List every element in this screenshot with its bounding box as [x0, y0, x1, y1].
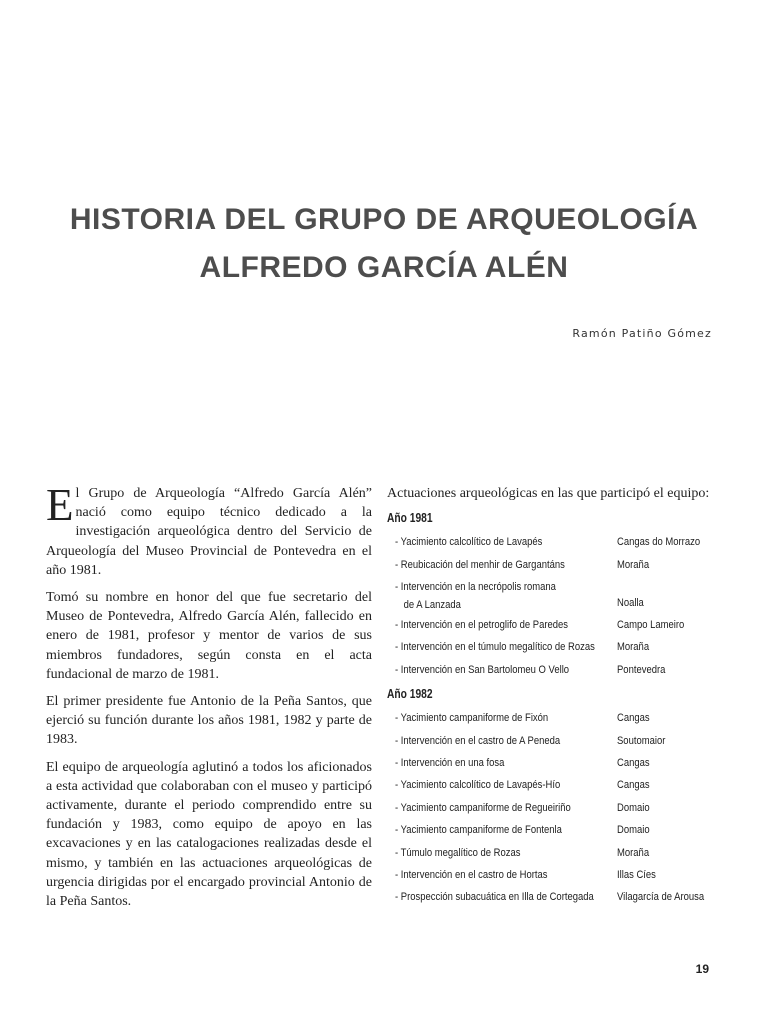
activity-name: - Yacimiento campaniforme de Regueiriño — [395, 801, 571, 814]
author-name: Ramón Patiño Gómez — [572, 327, 712, 340]
activity-name: - Yacimiento calcolítico de Lavapés — [395, 536, 543, 549]
page-number: 19 — [695, 962, 709, 976]
activity-place: Cangas do Morrazo — [617, 536, 701, 549]
activity-name: - Túmulo megalítico de Rozas — [395, 846, 521, 859]
activity-name: - Prospección subacuática en Illa de Cortegada — [395, 891, 594, 904]
activity-place: Illas Cíes — [617, 869, 656, 882]
activity-place: Soutomaior — [617, 734, 666, 747]
actuaciones-list — [387, 484, 715, 909]
paragraph-3: El primer presidente fue Antonio de la Peña Santos, que ejerció su función durante los años 1981, 1982 y parte de 1983. — [46, 694, 372, 748]
list-item — [387, 707, 715, 729]
activity-name: - Yacimiento campaniforme de Fontenla — [395, 824, 562, 837]
year-heading-1981: Año 1981 — [387, 511, 433, 526]
list-item — [387, 614, 715, 636]
title-line-2: ALFREDO GARCÍA ALÉN — [199, 251, 569, 284]
activity-place: Moraña — [617, 846, 650, 859]
activity-place: Noalla — [617, 596, 644, 609]
list-item — [387, 576, 715, 614]
paragraph-1 — [46, 480, 372, 580]
paragraph-4: El equipo de arqueología aglutinó a todos los aficionados a esta actividad que colaboraban con el museo y participó activamente, durante el periodo comprendido entre su fundación y 1983, como equipo de apoyo en las excavaciones y en las catalogaciones realizadas desde el mismo, y también en las actuaciones arqueológicas de urgencia dirigidas por el encargado provincial Antonio de la Peña Santos. — [46, 759, 372, 910]
activity-place: Pontevedra — [617, 663, 666, 676]
article-title — [40, 196, 728, 292]
list-item — [387, 864, 715, 886]
drop-cap: E — [46, 480, 74, 530]
list-item — [387, 752, 715, 774]
activity-name: - Intervención en el túmulo megalítico de Rozas — [395, 641, 595, 654]
paragraph-1-text: l Grupo de Arqueología “Alfredo García Alén” nació como equipo técnico dedicado a la investigación arqueológica dentro del Servicio de Arqueología del Museo Provincial de Pontevedra en el año 1981. — [46, 486, 372, 578]
list-item — [387, 774, 715, 796]
list-item — [387, 842, 715, 864]
activity-place: Moraña — [617, 558, 650, 571]
activity-place: Campo Lameiro — [617, 619, 685, 632]
paragraph-2: Tomó su nombre en honor del que fue secretario del Museo de Pontevedra, Alfredo García Alén, fallecido en enero de 1981, profesor y mentor de varios de sus miembros fundadores, según consta en el acta fundacional de marzo de 1981. — [46, 590, 372, 682]
activity-place: Cangas — [617, 757, 650, 770]
activity-name: - Intervención en el castro de A Peneda — [395, 734, 561, 747]
activity-place: Domaio — [617, 824, 650, 837]
activity-place: Moraña — [617, 641, 650, 654]
activity-name: - Intervención en el petroglifo de Paredes — [395, 619, 569, 632]
list-item — [387, 797, 715, 819]
list-item — [387, 886, 715, 908]
activity-name: - Intervención en la necrópolis romana — [395, 581, 556, 594]
activity-name: - Intervención en una fosa — [395, 757, 505, 770]
body-text — [46, 480, 372, 919]
activity-name: - Reubicación del menhir de Gargantáns — [395, 558, 565, 571]
list-item — [387, 636, 715, 658]
activity-name: - Intervención en San Bartolomeu O Vello — [395, 663, 570, 676]
activity-place: Domaio — [617, 801, 650, 814]
activity-place: Cangas — [617, 779, 650, 792]
actuaciones-intro: Actuaciones arqueológicas en las que participó el equipo: — [387, 486, 710, 501]
activity-place: Cangas — [617, 712, 650, 725]
activity-place: Vilagarcía de Arousa — [617, 891, 705, 904]
list-item — [387, 819, 715, 841]
activity-name: - Intervención en el castro de Hortas — [395, 869, 548, 882]
activity-name-cont: de A Lanzada — [403, 599, 461, 612]
list-item — [387, 554, 715, 576]
list-item — [387, 659, 715, 681]
activity-name: - Yacimiento campaniforme de Fixón — [395, 712, 549, 725]
activity-name: - Yacimiento calcolítico de Lavapés-Hío — [395, 779, 561, 792]
list-item — [387, 531, 715, 553]
year-heading-1982: Año 1982 — [387, 687, 433, 702]
title-line-1: HISTORIA DEL GRUPO DE ARQUEOLOGÍA — [69, 203, 699, 236]
list-item — [387, 730, 715, 752]
